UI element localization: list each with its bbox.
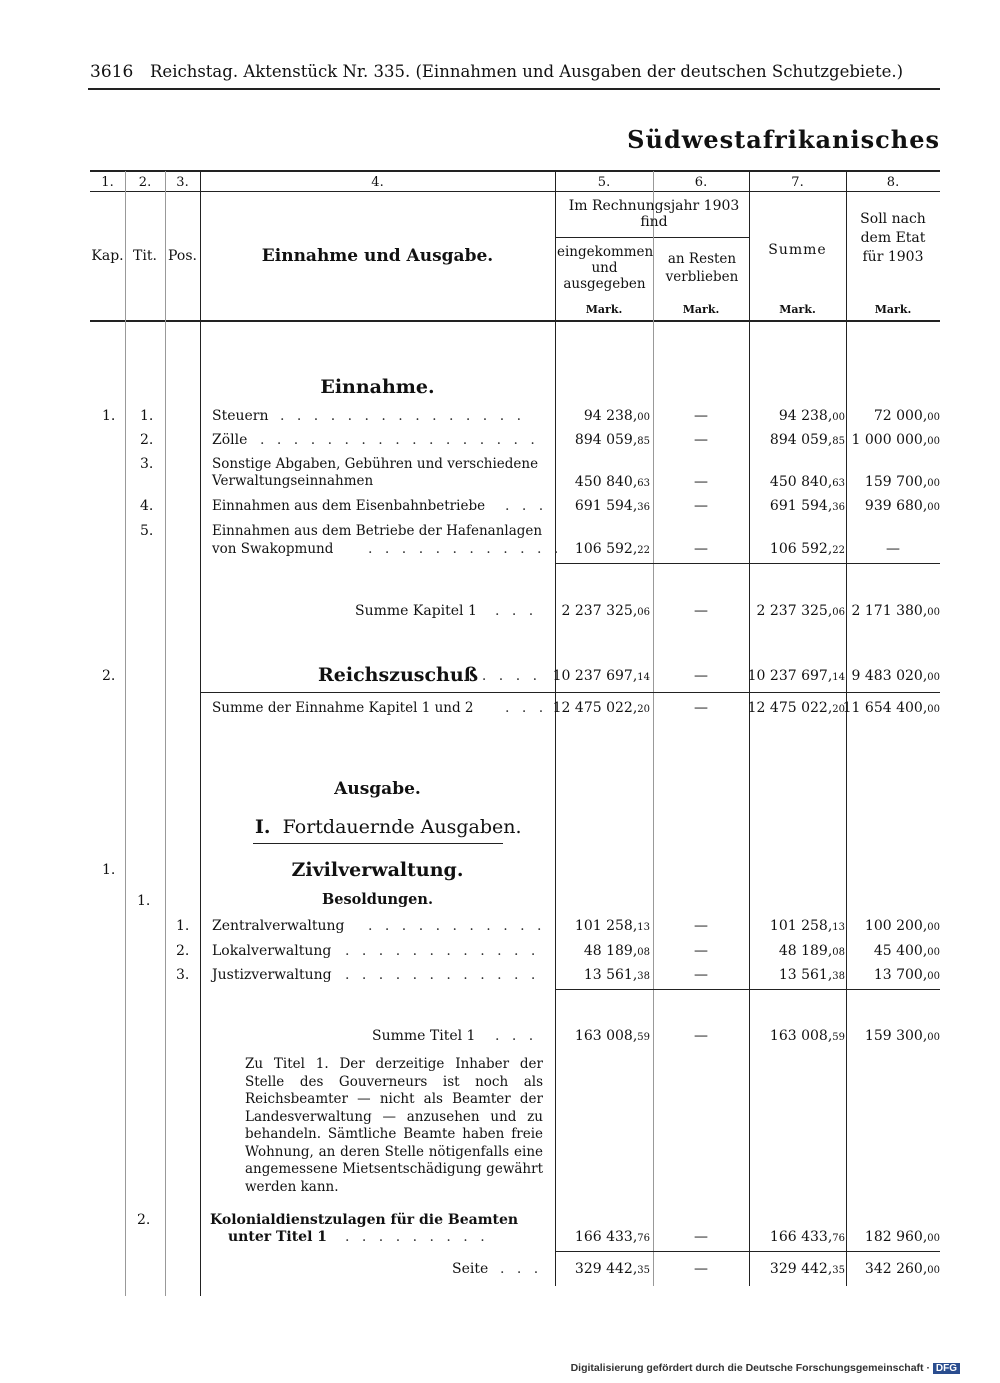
leader-dots: . . . . . . . . . . . — [368, 918, 546, 934]
cell-c8: 45 400,00 — [873, 943, 940, 959]
tit-number: 1. — [140, 408, 154, 424]
cell-c5: 2 237 325,06 — [561, 603, 650, 619]
cell-c7: 894 059,85 — [769, 432, 845, 448]
col-divider-6 — [749, 171, 750, 1286]
dfg-logo: DFG — [933, 1363, 960, 1374]
sum-rule — [200, 692, 940, 693]
col-kap: Kap. — [91, 248, 124, 264]
cell-c8: 9 483 020,00 — [851, 668, 940, 684]
row-label: Zentralverwaltung — [212, 918, 345, 934]
cell-c6: — — [694, 967, 708, 983]
cell-c7: 48 189,08 — [778, 943, 845, 959]
tit-number: 5. — [140, 523, 154, 539]
cell-c7: 2 237 325,06 — [756, 603, 845, 619]
cell-c7: 106 592,22 — [769, 541, 845, 557]
colnum-5: 5. — [597, 175, 611, 190]
titel-note: Zu Titel 1. Der derzeitige Inhaber der Stelle des Gouverneurs ist noch als Reichsbeamter — nicht als Beamter der Landesverwaltung — anzusehen und zu behandeln. Sämtliche Beamte haben freie Wohnung, an deren Stelle nötigenfalls eine angemessene Mietsentschädigung gewährt werden kann. — [245, 1056, 543, 1195]
ausgabe-heading: Ausgabe. — [334, 779, 421, 799]
cell-c6: — — [694, 541, 708, 557]
cell-c7: 166 433,76 — [769, 1229, 845, 1245]
einnahme-heading: Einnahme. — [320, 376, 435, 398]
col-5-head: eingekommen und ausgegeben — [557, 244, 654, 292]
leader-dots: . . . . . . . . . . . . . . . . . — [260, 432, 539, 448]
col-divider-2 — [165, 171, 166, 1296]
leader-dots: . . . — [505, 498, 548, 514]
besoldungen-heading: Besoldungen. — [321, 891, 433, 908]
kolonialdienst-label: Kolonialdienstzulagen für die Beamten — [210, 1212, 519, 1228]
cell-c5: 166 433,76 — [574, 1229, 650, 1245]
colnum-8: 8. — [886, 175, 900, 190]
reichszuschuss-label: Reichszuschuß — [318, 664, 479, 686]
cell-c5: 48 189,08 — [583, 943, 650, 959]
col-divider-5 — [653, 171, 654, 1286]
heading-underline — [253, 843, 503, 844]
leader-dots: . . . — [495, 603, 538, 619]
cell-c5: 94 238,00 — [583, 408, 650, 424]
row-label: Lokalverwaltung — [212, 943, 332, 959]
row-label-cont: von Swakopmund — [212, 541, 334, 557]
sum-rule — [556, 1251, 940, 1252]
cell-c6: — — [694, 943, 708, 959]
cell-c8: 939 680,00 — [864, 498, 940, 514]
leader-dots: . . . — [500, 1261, 543, 1277]
pos-number: 1. — [176, 918, 190, 934]
cell-c8: 72 000,00 — [873, 408, 940, 424]
unit-7: Mark. — [779, 303, 816, 316]
cell-c7: 94 238,00 — [778, 408, 845, 424]
col-pos: Pos. — [168, 248, 197, 264]
row-label: Einnahmen aus dem Eisenbahnbetriebe — [212, 498, 486, 514]
tit-number: 3. — [140, 456, 154, 472]
sum-rule — [556, 563, 940, 564]
header-bottom-rule — [90, 320, 940, 322]
cell-c5: 894 059,85 — [574, 432, 650, 448]
colnum-rule — [90, 191, 940, 192]
cell-c6: — — [694, 918, 708, 934]
col-6-head: an Resten verblieben — [665, 251, 739, 285]
running-title: Reichstag. Aktenstück Nr. 335. (Einnahmen und Ausgaben der deutschen Schutzgebiete.) — [150, 62, 904, 81]
summe-titel-label: Summe Titel 1 — [372, 1028, 476, 1044]
cell-c6: — — [694, 408, 708, 424]
page-number: 3616 — [90, 62, 134, 82]
cell-c6: — — [694, 1028, 708, 1044]
kap-number: 1. — [102, 408, 116, 424]
colnum-4: 4. — [371, 175, 384, 190]
col-divider-7 — [846, 171, 847, 1286]
tit-number: 2. — [140, 432, 154, 448]
cell-c7: 12 475 022,20 — [747, 700, 845, 716]
cell-c5: 450 840,63 — [574, 474, 650, 490]
cell-c5: 12 475 022,20 — [552, 700, 650, 716]
cell-c8: 342 260,00 — [864, 1261, 940, 1277]
kolonialdienst-label-cont: unter Titel 1 — [228, 1229, 328, 1245]
summe-kapitel-label: Summe Kapitel 1 — [355, 603, 477, 619]
leader-dots: . . . . . . . . . . . . — [345, 967, 540, 983]
cell-c6: — — [694, 603, 708, 619]
summe-einnahme-label: Summe der Einnahme Kapitel 1 und 2 — [212, 700, 474, 716]
cell-c6: — — [694, 474, 708, 490]
cell-c6: — — [694, 1261, 708, 1277]
cell-c5: 101 258,13 — [574, 918, 650, 934]
cell-c8: 182 960,00 — [864, 1229, 940, 1245]
cell-c7: 450 840,63 — [769, 474, 845, 490]
row-label: Einnahmen aus dem Betriebe der Hafenanlagen — [212, 523, 543, 539]
pos-number: 3. — [176, 967, 190, 983]
cell-c5: 13 561,38 — [583, 967, 650, 983]
row-label: Zölle — [212, 432, 248, 448]
unit-6: Mark. — [682, 303, 720, 316]
cell-c8: 11 654 400,00 — [842, 700, 940, 716]
cell-c6: — — [694, 432, 708, 448]
col-divider-4 — [555, 171, 556, 1286]
colnum-6: 6. — [694, 175, 708, 190]
cell-c5: 329 442,35 — [574, 1261, 650, 1277]
cell-c8: — — [886, 541, 900, 557]
cell-c6: — — [694, 700, 708, 716]
row-label: Sonstige Abgaben, Gebühren und verschiedene — [212, 456, 539, 472]
col-tit: Tit. — [133, 248, 157, 264]
tit-number: 2. — [137, 1212, 151, 1228]
col-divider-1 — [125, 171, 126, 1296]
seite-label: Seite — [452, 1261, 489, 1277]
section-title: Südwestafrikanisches — [627, 125, 940, 154]
footer-credit: Digitalisierung gefördert durch die Deutsche Forschungsgemeinschaft · DFG — [571, 1362, 960, 1374]
kap-number: 2. — [102, 668, 116, 684]
tit-number: 1. — [137, 893, 151, 909]
cell-c8: 2 171 380,00 — [851, 603, 940, 619]
colnum-2: 2. — [138, 175, 152, 190]
cell-c7: 101 258,13 — [769, 918, 845, 934]
cell-c7: 691 594,36 — [769, 498, 845, 514]
tit-number: 4. — [140, 498, 154, 514]
leader-dots: . . . . . . . . . . . . — [368, 541, 563, 557]
cell-c5: 10 237 697,14 — [552, 668, 650, 684]
cell-c8: 159 700,00 — [864, 474, 940, 490]
unit-5: Mark. — [585, 303, 623, 316]
cell-c6: — — [694, 498, 708, 514]
sum-rule — [556, 989, 940, 990]
col-divider-3 — [200, 171, 201, 1296]
cell-c5: 106 592,22 — [574, 541, 650, 557]
colnum-7: 7. — [791, 175, 804, 190]
cell-c5: 691 594,36 — [574, 498, 650, 514]
header-rule — [88, 88, 940, 90]
colnum-3: 3. — [176, 175, 189, 190]
cell-c8: 13 700,00 — [873, 967, 940, 983]
leader-dots: . . . — [505, 700, 548, 716]
colnum-1: 1. — [101, 175, 114, 190]
col-main: Einnahme und Ausgabe. — [261, 246, 494, 266]
unit-8: Mark. — [874, 303, 912, 316]
leader-dots: . . . . . — [465, 668, 542, 684]
kap-number: 1. — [102, 862, 116, 878]
pos-number: 2. — [176, 943, 190, 959]
leader-dots: . . . . . . . . . . . . . . . — [280, 408, 526, 424]
row-label: Justizverwaltung — [212, 967, 332, 983]
zivilverwaltung-heading: Zivilverwaltung. — [291, 859, 464, 881]
cell-c6: — — [694, 1229, 708, 1245]
fortdauernde-heading: I. Fortdauernde Ausgaben. — [255, 816, 522, 838]
cell-c6: — — [694, 668, 708, 684]
col-8-head: Soll nach dem Etat für 1903 — [860, 211, 926, 265]
leader-dots: . . . . . . . . . . . . — [345, 943, 540, 959]
row-label-cont: Verwaltungseinnahmen — [212, 473, 374, 489]
leader-dots: . . . — [495, 1028, 538, 1044]
cell-c7: 163 008,59 — [769, 1028, 845, 1044]
cell-c7: 13 561,38 — [778, 967, 845, 983]
table-top-rule — [90, 170, 940, 172]
cell-c7: 10 237 697,14 — [747, 668, 845, 684]
cell-c8: 1 000 000,00 — [851, 432, 940, 448]
cell-c8: 100 200,00 — [864, 918, 940, 934]
cell-c5: 163 008,59 — [574, 1028, 650, 1044]
row-label: Steuern — [212, 408, 269, 424]
cell-c7: 329 442,35 — [769, 1261, 845, 1277]
col-group-header: Im Rechnungsjahr 1903 find — [568, 198, 740, 230]
col-7-head: Summe — [768, 242, 827, 258]
cell-c8: 159 300,00 — [864, 1028, 940, 1044]
leader-dots: . . . . . . . . . — [345, 1229, 489, 1245]
